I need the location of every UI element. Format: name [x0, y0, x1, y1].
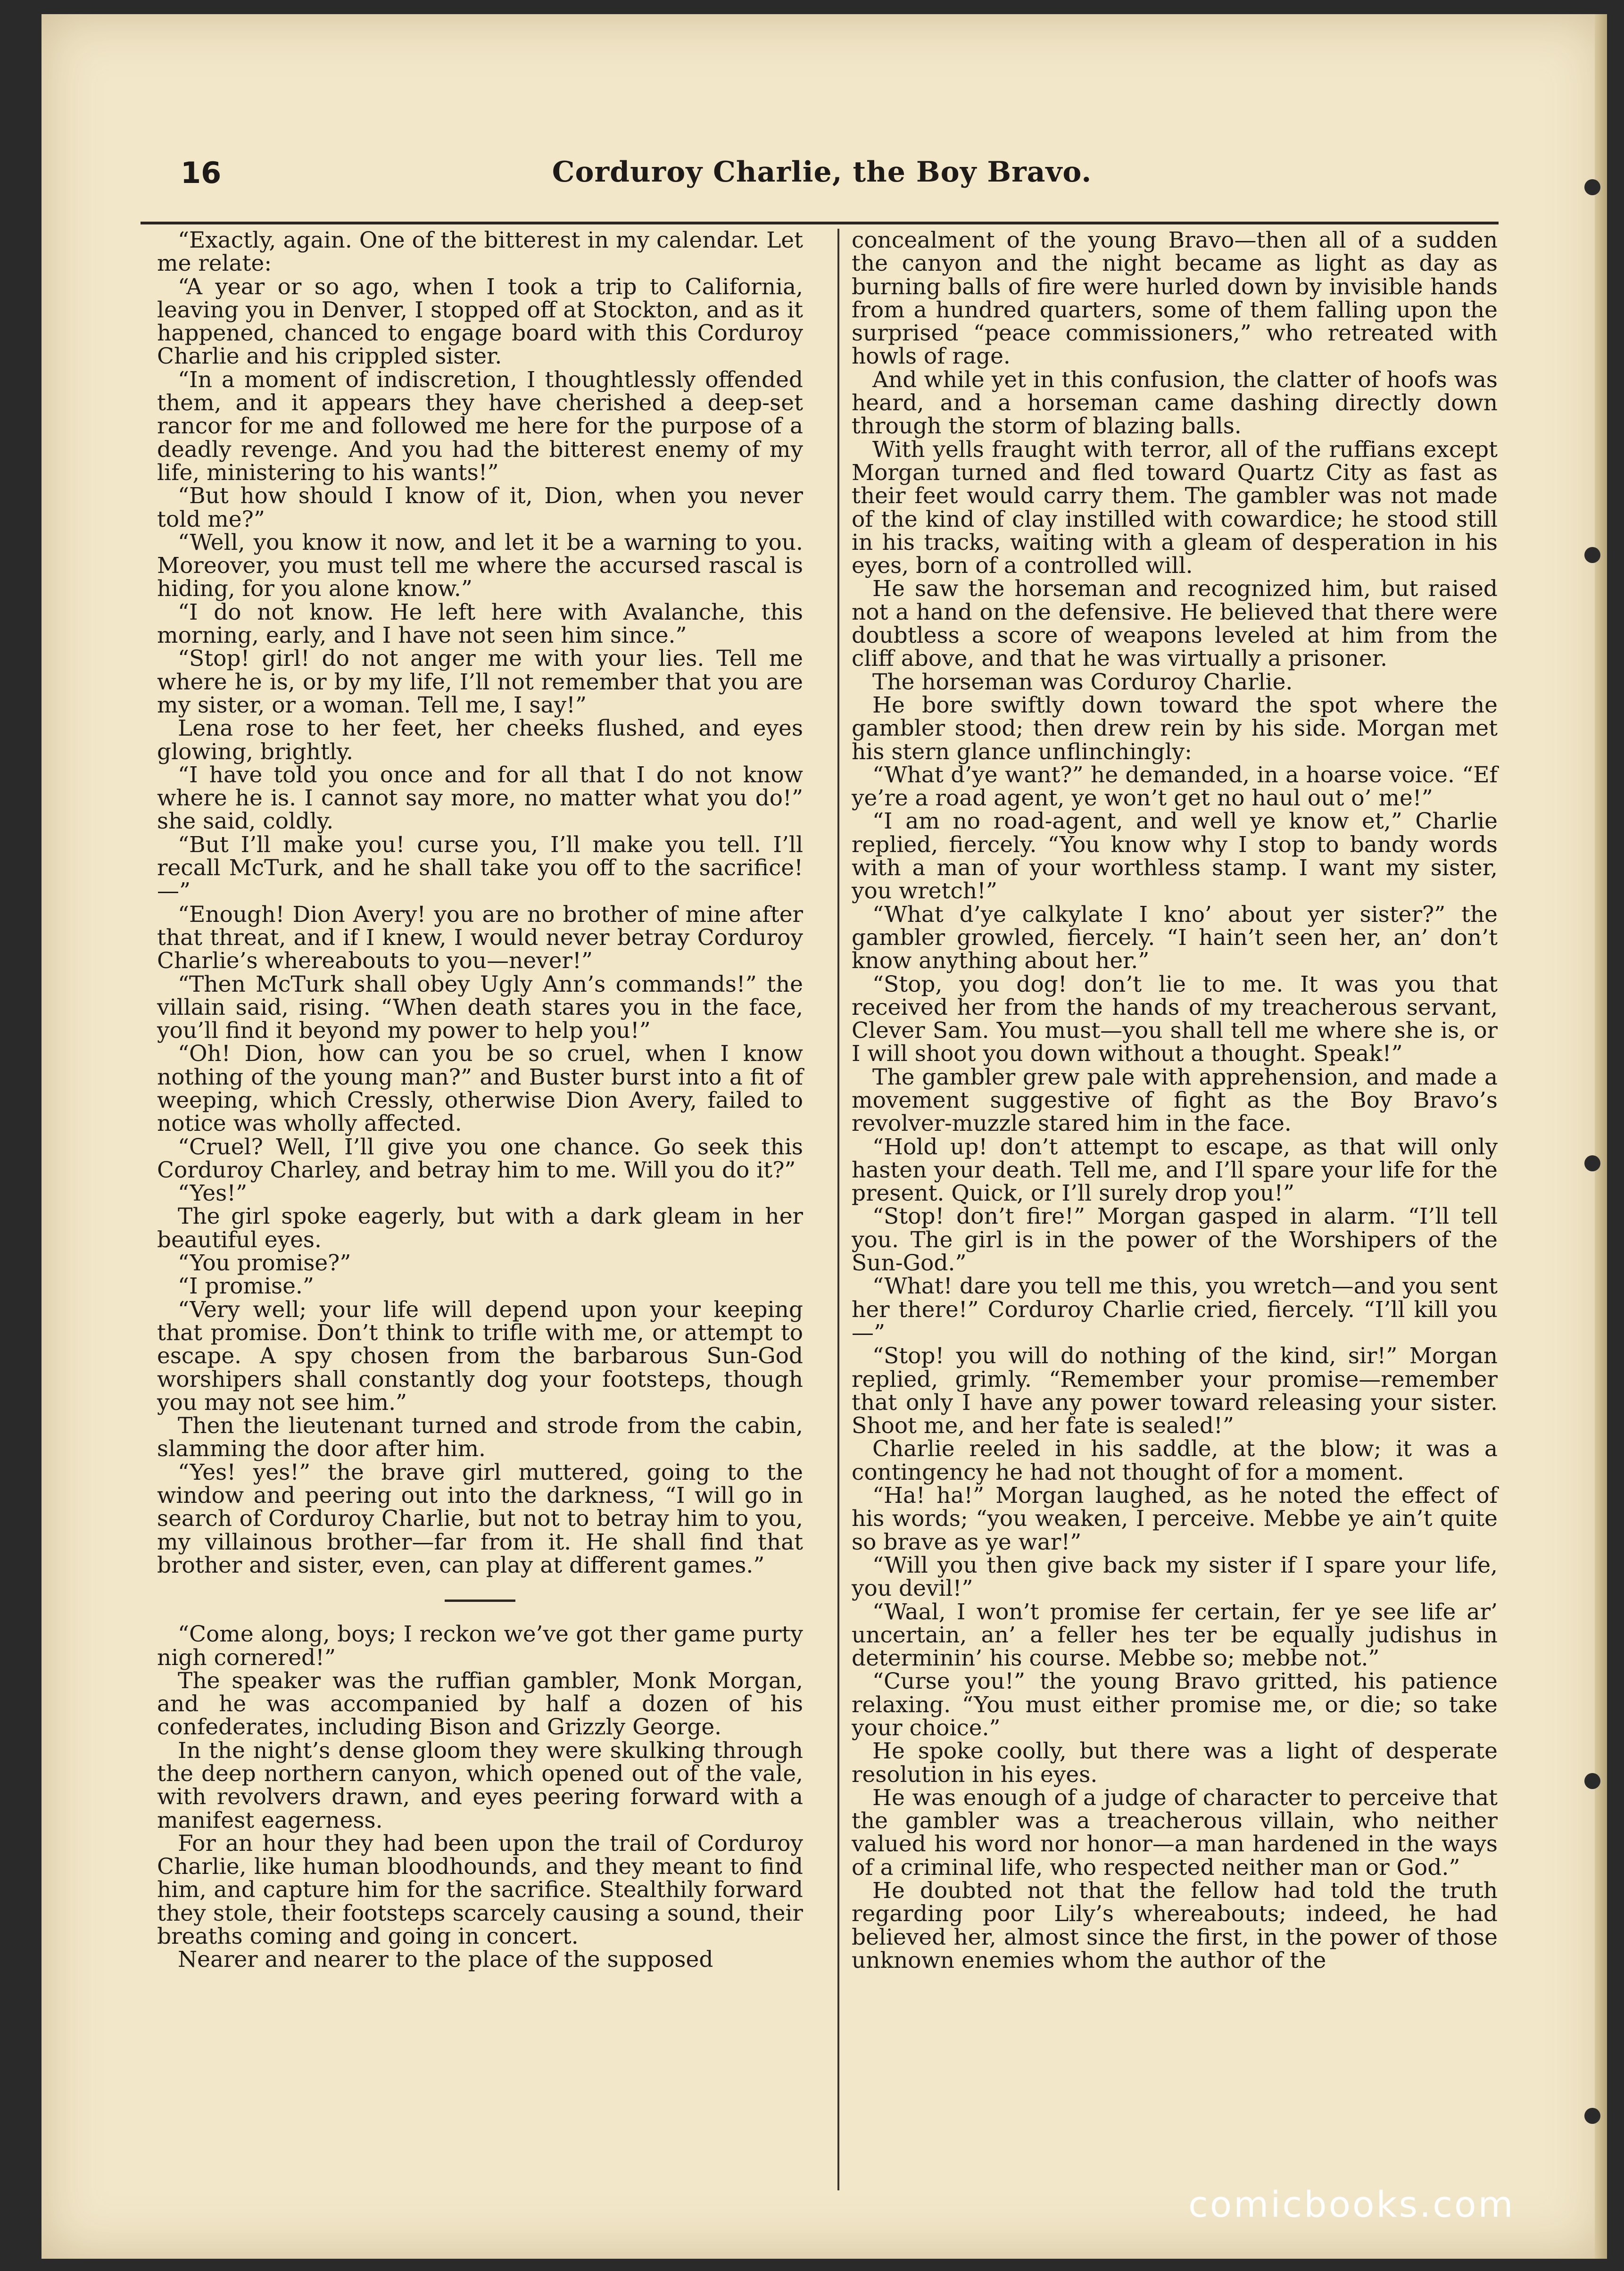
paragraph: “Then McTurk shall obey Ugly Ann’s commands!” the villain said, rising. “When death stares you in the face, you’ll find it beyond my power to help you!” [157, 971, 803, 1044]
paragraph: He doubted not that the fellow had told the truth regarding poor Lily’s whereabouts; indeed, he had believed her, almost since the first, in the power of those unknown enemies whom the author of the [852, 1878, 1498, 1973]
paragraph: “Stop, you dog! don’t lie to me. It was you that received her from the hands of my treacherous servant, Clever Sam. You must—you shall tell me where she is, or I will shoot you down without a thought. Speak!” [852, 971, 1498, 1067]
paragraph: “Will you then give back my sister if I spare your life, you devil!” [852, 1552, 1498, 1602]
paragraph: “What d’ye want?” he demanded, in a hoarse voice. “Ef ye’re a road agent, ye won’t get no haul out o’ me!” [852, 762, 1498, 812]
binding-hole [1584, 1155, 1600, 1171]
paragraph: “Ha! ha!” Morgan laughed, as he noted the effect of his words; “you weaken, I perceive. Mebbe ye ain’t quite so brave as ye war!” [852, 1483, 1498, 1555]
paragraph: “Stop! you will do nothing of the kind, sir!” Morgan replied, grimly. “Remember your promise—remember that only I have any power toward releasing your sister. Shoot me, and her fate is sealed!” [852, 1343, 1498, 1439]
paragraph: The horseman was Corduroy Charlie. [872, 669, 1293, 695]
paragraph: He spoke coolly, but there was a light of desperate resolution in his eyes. [852, 1738, 1498, 1788]
paragraph: concealment of the young Bravo—then all of a sudden the canyon and the night became as light as day as burning balls of fire were hurled down by invisible hands from a hundred quarters, some of them falling upon the surprised “peace commissioners,” who retreated with howls of rage. [852, 227, 1498, 370]
paragraph: He bore swiftly down toward the spot where the gambler stood; then drew rein by his side. Morgan met his stern glance unflinchingly: [852, 692, 1498, 765]
paragraph: He saw the horseman and recognized him, but raised not a hand on the defensive. He believed that there were doubtless a score of weapons leveled at him from the cliff above, and that he was virtually a prisoner. [852, 576, 1498, 672]
paragraph: “I do not know. He left here with Avalanche, this morning, early, and I have not seen him since.” [157, 599, 803, 649]
paragraph: The gambler grew pale with apprehension, and made a movement suggestive of fight as the Boy Bravo’s revolver-muzzle stared him in the face. [852, 1064, 1498, 1137]
binding-hole [1584, 2108, 1600, 2124]
running-head [138, 156, 1506, 198]
site-watermark: comicbooks.com [1188, 2183, 1515, 2225]
paragraph: “Cruel? Well, I’ll give you one chance. Go seek this Corduroy Charley, and betray him to me. Will you do it?” [157, 1134, 803, 1183]
paragraph: “In a moment of indiscretion, I thoughtlessly offended them, and it appears they have cherished a deep-set rancor for me and followed me here for the purpose of a deadly revenge. And you had the bitterest enemy of my life, ministering to his wants!” [157, 366, 803, 486]
paragraph: With yells fraught with terror, all of the ruffians except Morgan turned and fled toward Quartz City as fast as their feet would carry them. The gambler was not made of the kind of clay instilled with cowardice; he stood still in his tracks, waiting with a gleam of desperation in his eyes, born of a controlled will. [852, 436, 1498, 579]
paragraph: For an hour they had been upon the trail of Corduroy Charlie, like human bloodhounds, and they meant to find him, and capture him for the sacrifice. Stealthily forward they stole, their footsteps scarcely causing a sound, their breaths coming and going in concert. [157, 1830, 803, 1950]
paragraph: “Hold up! don’t attempt to escape, as that will only hasten your death. Tell me, and I’ll spare your life for the present. Quick, or I’ll surely drop you!” [852, 1134, 1498, 1207]
column-divider [837, 229, 839, 2190]
magazine-page [41, 14, 1607, 2259]
paragraph: “You promise?” [178, 1250, 351, 1276]
section-break-rule [445, 1600, 515, 1602]
page-number: 16 [181, 156, 222, 190]
paragraph: “Come along, boys; I reckon we’ve got ther game purty nigh cornered!” [157, 1621, 803, 1671]
paragraph: “But I’ll make you! curse you, I’ll make you tell. I’ll recall McTurk, and he shall take you off to the sacrifice!—” [157, 831, 803, 904]
paragraph: In the night’s dense gloom they were skulking through the deep northern canyon, which opened out of the vale, with revolvers drawn, and eyes peering forward with a manifest eagerness. [157, 1737, 803, 1833]
binding-hole [1584, 547, 1600, 563]
paragraph: “Waal, I won’t promise fer certain, fer ye see life ar’ uncertain, an’ a feller hes ter be equally judishus in determinin’ his course. Mebbe so; mebbe not.” [852, 1599, 1498, 1672]
paragraph: “Stop! girl! do not anger me with your lies. Tell me where he is, or by my life, I’ll not remember that you are my sister, or a woman. Tell me, I say!” [157, 646, 803, 718]
paragraph: The speaker was the ruffian gambler, Monk Morgan, and he was accompanied by half a dozen of his confederates, including Bison and Grizzly George. [157, 1667, 803, 1741]
paragraph: “Well, you know it now, and let it be a warning to you. Moreover, you must tell me where the accursed rascal is hiding, for you alone know.” [157, 529, 803, 602]
paragraph: “Enough! Dion Avery! you are no brother of mine after that threat, and if I knew, I would never betray Corduroy Charlie’s whereabouts to you—never!” [157, 901, 803, 974]
paragraph: “Oh! Dion, how can you be so cruel, when I know nothing of the young man?” and Buster burst into a fit of weeping, which Cressly, otherwise Dion Avery, failed to notice was wholly affected. [157, 1041, 803, 1137]
paragraph: Lena rose to her feet, her cheeks flushed, and eyes glowing, brightly. [157, 715, 803, 765]
paragraph: And while yet in this confusion, the clatter of hoofs was heard, and a horseman came dashing directly down through the storm of blazing balls. [852, 366, 1498, 439]
paragraph: The girl spoke eagerly, but with a dark gleam in her beautiful eyes. [157, 1203, 803, 1253]
paragraph: “Yes!” [178, 1180, 248, 1207]
paragraph: “But how should I know of it, Dion, when you never told me?” [157, 483, 803, 532]
paragraph: “Very well; your life will depend upon your keeping that promise. Don’t think to trifle with me, or attempt to escape. A spy chosen from the barbarous Sun-God worshipers shall constantly dog your footsteps, though you may not see him.” [157, 1296, 803, 1416]
paragraph: “I am no road-agent, and well ye know et,” Charlie replied, fiercely. “You know why I stop to bandy words with a man of your worthless stamp. I want my sister, you wretch!” [852, 808, 1498, 904]
paragraph: Nearer and nearer to the place of the supposed [178, 1947, 713, 1973]
right-column [852, 229, 1498, 1972]
paragraph: “Curse you!” the young Bravo gritted, his patience relaxing. “You must either promise me, or die; so take your choice.” [852, 1668, 1498, 1741]
paragraph: “Stop! don’t fire!” Morgan gasped in alarm. “I’ll tell you. The girl is in the power of the Worshipers of the Sun-God.” [852, 1203, 1498, 1276]
left-column [157, 229, 803, 1972]
binding-hole [1584, 179, 1600, 195]
paragraph: Charlie reeled in his saddle, at the blow; it was a contingency he had not thought of for a moment. [852, 1436, 1498, 1485]
paragraph: “What! dare you tell me this, you wretch—and you sent her there!” Corduroy Charlie cried, fiercely. “I’ll kill you—” [852, 1273, 1498, 1346]
paragraph: He was enough of a judge of character to perceive that the gambler was a treacherous villain, who neither valued his word nor honor—a man hardened in the ways of a criminal life, who respected neither man or God.” [852, 1784, 1498, 1881]
header-rule [141, 222, 1499, 224]
binding-hole [1584, 1773, 1600, 1789]
paragraph: “Exactly, again. One of the bitterest in my calendar. Let me relate: [157, 227, 803, 277]
paragraph: “What d’ye calkylate I kno’ about yer sister?” the gambler growled, fiercely. “I hain’t seen her, an’ don’t know anything about her.” [852, 901, 1498, 974]
paragraph: “A year or so ago, when I took a trip to California, leaving you in Denver, I stopped off at Stockton, and as it happened, chanced to engage board with this Corduroy Charlie and his crippled sister. [157, 274, 803, 370]
paragraph: “Yes! yes!” the brave girl muttered, going to the window and peering out into the darkness, “I will go in search of Corduroy Charlie, but not to betray him to you, my villainous brother—far from it. He shall find that brother and sister, even, can play at different games.” [157, 1459, 803, 1578]
paragraph: Then the lieutenant turned and strode from the cabin, slamming the door after him. [157, 1413, 803, 1462]
page-title: Corduroy Charlie, the Boy Bravo. [552, 156, 1092, 189]
paragraph: “I have told you once and for all that I do not know where he is. I cannot say more, no matter what you do!” she said, coldly. [157, 762, 803, 835]
page-spine-edge [1595, 14, 1607, 2259]
paragraph: “I promise.” [178, 1273, 314, 1300]
